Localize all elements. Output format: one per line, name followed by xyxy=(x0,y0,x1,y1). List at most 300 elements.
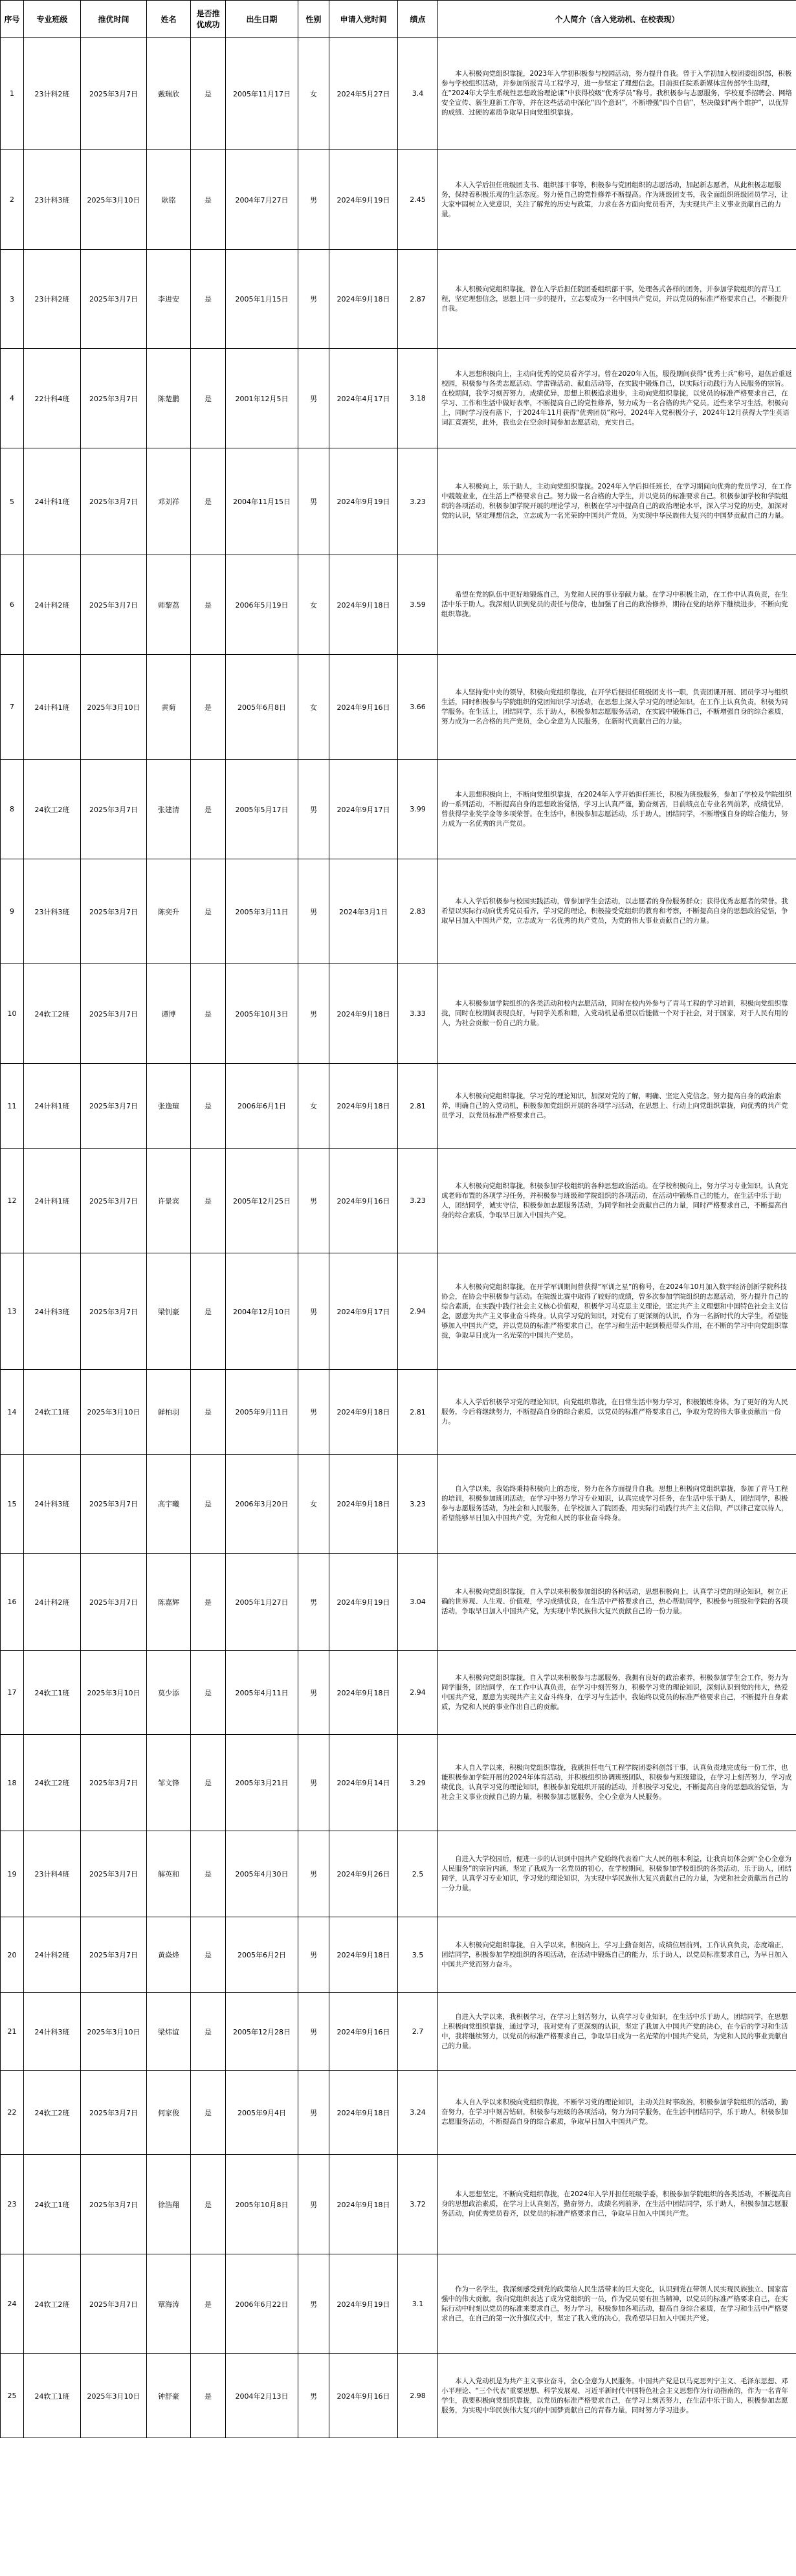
gpa-cell: 3.72 xyxy=(398,2155,438,2254)
intro-cell xyxy=(438,964,796,1064)
success-cell: 是 xyxy=(191,1735,226,1831)
table-row xyxy=(1,1993,796,2071)
class-cell: 24软工1班 xyxy=(24,1651,81,1735)
apply-date-cell: 2024年9月19日 xyxy=(329,2254,398,2354)
apply-date-cell: 2024年9月14日 xyxy=(329,1735,398,1831)
success-cell: 是 xyxy=(191,1993,226,2071)
table-row xyxy=(1,1651,796,1735)
birth-date-cell: 2005年10月3日 xyxy=(226,964,298,1064)
name-cell: 陈嘉辉 xyxy=(147,1554,191,1651)
sex-cell: 男 xyxy=(298,760,329,859)
name-cell: 邹文锋 xyxy=(147,1735,191,1831)
success-cell: 是 xyxy=(191,1370,226,1455)
name-cell: 陈奕升 xyxy=(147,859,191,964)
intro-cell xyxy=(438,1455,796,1554)
header-time: 推优时间 xyxy=(81,1,147,38)
intro-cell xyxy=(438,1993,796,2071)
name-cell: 鲜柏羽 xyxy=(147,1370,191,1455)
row-number: 20 xyxy=(1,1917,24,1993)
apply-date-cell: 2024年3月1日 xyxy=(329,859,398,964)
gpa-cell: 2.87 xyxy=(398,250,438,349)
class-cell: 24软工2班 xyxy=(24,2071,81,2155)
apply-date-cell: 2024年9月18日 xyxy=(329,1651,398,1735)
intro-cell xyxy=(438,1149,796,1253)
recommend-time-cell: 2025年3月7日 xyxy=(81,760,147,859)
header-gpa: 绩点 xyxy=(398,1,438,38)
recommend-time-cell: 2025年3月7日 xyxy=(81,349,147,448)
recommend-time-cell: 2025年3月7日 xyxy=(81,1253,147,1370)
intro-cell xyxy=(438,349,796,448)
recommend-time-cell: 2025年3月10日 xyxy=(81,2354,147,2438)
success-cell: 是 xyxy=(191,1917,226,1993)
sex-cell: 男 xyxy=(298,2155,329,2254)
success-cell: 是 xyxy=(191,2254,226,2354)
name-cell: 李进安 xyxy=(147,250,191,349)
table-row xyxy=(1,250,796,349)
class-cell: 24计科1班 xyxy=(24,1064,81,1149)
name-cell: 梁炜谊 xyxy=(147,1993,191,2071)
success-cell: 是 xyxy=(191,555,226,655)
gpa-cell: 3.04 xyxy=(398,1554,438,1651)
intro-text: 自入学以来，我始终秉持积极向上的态度，努力在各方面提升自我。思想上积极向党组织靠拢，参加了青马工程的培训，积极参加班团活动，在学习中努力学习专业知识，认真完成学习任务，在生活中乐于助人，团结同学，积极参与志愿服务活动，为社会和人民服务，在学校加入了院团委，用实际行动践行共产主义信仰，严以律己宽以待人，希望能够早日加入中国共产党，为党和人民的事业奋斗终身。 xyxy=(441,1485,788,1522)
row-number: 11 xyxy=(1,1064,24,1149)
apply-date-cell: 2024年4月17日 xyxy=(329,349,398,448)
table-row xyxy=(1,1149,796,1253)
recommend-time-cell: 2025年3月10日 xyxy=(81,655,147,760)
intro-cell xyxy=(438,859,796,964)
gpa-cell: 2.5 xyxy=(398,1831,438,1917)
intro-text: 本人入学后担任班级团支书、组织部干事等，积极参与党团组织的志愿活动，加起新志愿者，从此积极志愿服务，保持着积极乐观的生活态度。努力使自己的党性修养不断提高。作为班级团支书，我全面组织班级团员学习，让大家牢固树立入党意识，关注了解党的历史与政策，力求在各方面向党员看齐，为实现共产主义事业贡献自己的力量。 xyxy=(441,181,788,218)
row-number: 25 xyxy=(1,2354,24,2438)
intro-text: 本人积极向党组织靠拢，曾在入学后担任院团委组织部干事，处理各式各样的团务，并参加学院组织的青马工程，坚定理想信念，思想上同一步的提升，立志要成为一名中国共产党员，并以党员的标准严格要求自己，不断提升自我。 xyxy=(441,285,788,313)
class-cell: 22计科4班 xyxy=(24,349,81,448)
sex-cell: 男 xyxy=(298,964,329,1064)
recommend-time-cell: 2025年3月10日 xyxy=(81,1651,147,1735)
row-number: 1 xyxy=(1,38,24,150)
row-number: 14 xyxy=(1,1370,24,1455)
name-cell: 解英和 xyxy=(147,1831,191,1917)
recommend-time-cell: 2025年3月10日 xyxy=(81,150,147,250)
table-row xyxy=(1,1370,796,1455)
birth-date-cell: 2005年5月17日 xyxy=(226,760,298,859)
success-cell: 是 xyxy=(191,1651,226,1735)
gpa-cell: 3.23 xyxy=(398,448,438,555)
gpa-cell: 2.83 xyxy=(398,859,438,964)
intro-cell xyxy=(438,2155,796,2254)
class-cell: 24软工1班 xyxy=(24,2354,81,2438)
recommend-time-cell: 2025年3月7日 xyxy=(81,1064,147,1149)
apply-date-cell: 2024年9月19日 xyxy=(329,448,398,555)
row-number: 16 xyxy=(1,1554,24,1651)
row-number: 4 xyxy=(1,349,24,448)
table-row xyxy=(1,150,796,250)
intro-text: 作为一名学生，我深刻感受到党的政策给人民生活带来的巨大变化，认识到党在带领人民实现民族独立、国家富强中的伟大贡献。我向党组织表达了成为党组织的一员，作为党员要有担当精神，以党员的标准严格要求自己，在实际行动中时刻以党员的标准来要求自己，努力学习，积极参加各项活动，提高自身综合素质，在学习和生活中严格要求自己，在自己的第一次升旗仪式中，坚定了我入党的决心，我希望早日加入中国共产党。 xyxy=(441,2285,788,2322)
recommend-time-cell: 2025年3月7日 xyxy=(81,1735,147,1831)
apply-date-cell: 2024年9月16日 xyxy=(329,1149,398,1253)
table-row xyxy=(1,2071,796,2155)
apply-date-cell: 2024年9月17日 xyxy=(329,760,398,859)
birth-date-cell: 2006年3月20日 xyxy=(226,1455,298,1554)
intro-text: 本人入学后积极学习党的理论知识，向党组织靠拢，在日常生活中努力学习，积极锻炼身体，为了更好的为人民服务，今后将继续努力，不断提高自身的综合素质，以党员的标准严格要求自己，争取为党的伟大事业贡献出一份力。 xyxy=(441,1398,788,1426)
intro-cell xyxy=(438,150,796,250)
birth-date-cell: 2005年11月17日 xyxy=(226,38,298,150)
birth-date-cell: 2001年12月5日 xyxy=(226,349,298,448)
table-row xyxy=(1,1735,796,1831)
birth-date-cell: 2005年6月8日 xyxy=(226,655,298,760)
intro-text: 本人积极向上，乐于助人，主动向党组织靠拢。2024年入学后担任班长，在学习期间向优秀的党员学习，在工作中兢兢业业，在生活上严格要求自己。努力做一名合格的大学生，并以党员的标准要求自己。积极参加学校和学院组织的各项活动，积极参加学院开展的理论学习，积极在学习中提高自己的政治理论水平，深入学习党的历史，加深对党的认识，坚定理想信念，立志成为一名光荣的中国共产党员，为实现中华民族伟大复兴的中国梦贡献自己的力量。 xyxy=(441,483,792,520)
success-cell: 是 xyxy=(191,1253,226,1370)
gpa-cell: 2.7 xyxy=(398,1993,438,2071)
sex-cell: 男 xyxy=(298,1735,329,1831)
table-body xyxy=(1,38,796,2438)
intro-text: 本人自入学以来，积极向党组织靠拢，我就担任电气工程学院团委科创部干事，认真负责地完成每一份工作，也能积极参加学院开展的2024年体育活动，并积极组织协调班级团队，积极参与班级建设，在学习上刻苦努力，学习成绩优良，认真学习党的理论知识，积极参加党组织开展的活动，并积极学习党史，不断提高自身的思想政治觉悟，为社会主义事业贡献自己的力量，积极参加志愿服务，全心全意为人民服务。 xyxy=(441,1764,792,1801)
name-cell: 戴瑞欣 xyxy=(147,38,191,150)
apply-date-cell: 2024年9月19日 xyxy=(329,1554,398,1651)
gpa-cell: 3.23 xyxy=(398,1149,438,1253)
birth-date-cell: 2005年3月21日 xyxy=(226,1735,298,1831)
row-number: 17 xyxy=(1,1651,24,1735)
name-cell: 邓刘祥 xyxy=(147,448,191,555)
name-cell: 黄焱烽 xyxy=(147,1917,191,1993)
birth-date-cell: 2005年12月28日 xyxy=(226,1993,298,2071)
apply-date-cell: 2024年9月16日 xyxy=(329,2354,398,2438)
apply-date-cell: 2024年9月26日 xyxy=(329,1831,398,1917)
gpa-cell: 2.45 xyxy=(398,150,438,250)
apply-date-cell: 2024年5月27日 xyxy=(329,38,398,150)
class-cell: 24计科3班 xyxy=(24,1993,81,2071)
success-cell: 是 xyxy=(191,1455,226,1554)
table-row xyxy=(1,2354,796,2438)
apply-date-cell: 2024年9月16日 xyxy=(329,1993,398,2071)
row-number: 7 xyxy=(1,655,24,760)
intro-cell xyxy=(438,1831,796,1917)
success-cell: 是 xyxy=(191,964,226,1064)
recommend-time-cell: 2025年3月7日 xyxy=(81,859,147,964)
birth-date-cell: 2004年7月27日 xyxy=(226,150,298,250)
success-cell: 是 xyxy=(191,448,226,555)
row-number: 2 xyxy=(1,150,24,250)
intro-text: 本人积极向党组织靠拢，2023年入学初积极参与校园活动，努力提升自我。曾于入学初加入校团委组织部，积极参与学校组织活动，并参加所报青马工程学习，进一步坚定了理想信念。目前担任院系新媒体宣传部学生助理，在“2024年大学生系统性思想政治理论课”中获得校级“优秀学员”称号。我积极参与志愿服务，学校夏季招聘会、网络安全宣传、新生迎新工作等，并在这些活动中深化“四个意识”，不断增强“四个自信”，坚决做到“两个维护”，以优异的成绩、过硬的素质争取早日向党组织靠拢。 xyxy=(441,70,792,116)
intro-text: 本人积极向党组织靠拢，积极参加学校组织的各种思想政治活动。在学校积极向上，努力学习专业知识，认真完成老师布置的各项学习任务，并积极参与班级和学院组织的各项活动，在活动中锻炼自己的能力，在生活中乐于助人，团结同学，诚实守信，积极参加志愿服务活动，为同学和社会贡献自己的力量，同时严格要求自己，不断提高自身的综合素质，争取早日加入中国共产党。 xyxy=(441,1182,788,1219)
recommend-time-cell: 2025年3月10日 xyxy=(81,1370,147,1455)
success-cell: 是 xyxy=(191,38,226,150)
name-cell: 陈楚鹏 xyxy=(147,349,191,448)
birth-date-cell: 2004年2月13日 xyxy=(226,2354,298,2438)
name-cell: 许景宾 xyxy=(147,1149,191,1253)
sex-cell: 男 xyxy=(298,349,329,448)
apply-date-cell: 2024年9月16日 xyxy=(329,655,398,760)
sex-cell: 男 xyxy=(298,1554,329,1651)
header-intro: 个人简介（含入党动机、在校表现） xyxy=(438,1,796,38)
row-number: 23 xyxy=(1,2155,24,2254)
sex-cell: 男 xyxy=(298,250,329,349)
intro-cell xyxy=(438,1253,796,1370)
birth-date-cell: 2005年9月11日 xyxy=(226,1370,298,1455)
name-cell: 张建清 xyxy=(147,760,191,859)
class-cell: 24计科1班 xyxy=(24,448,81,555)
table-row xyxy=(1,1253,796,1370)
success-cell: 是 xyxy=(191,250,226,349)
intro-text: 本人自入学以来积极向党组织靠拢，不断学习党的理论知识，主动关注时事政治，积极参加学院组织的活动，勤奋努力，在学习中刻苦钻研，积极参与班级的各项活动，努力为同学服务，在生活中团结同学，乐于助人，积极参加志愿服务活动，不断提高自身的综合素质，争取早日加入中国共产党。 xyxy=(441,2098,788,2126)
intro-cell xyxy=(438,1651,796,1735)
table-row xyxy=(1,1917,796,1993)
name-cell: 何家俊 xyxy=(147,2071,191,2155)
success-cell: 是 xyxy=(191,349,226,448)
recommend-time-cell: 2025年3月7日 xyxy=(81,38,147,150)
birth-date-cell: 2004年12月10日 xyxy=(226,1253,298,1370)
gpa-cell: 3.5 xyxy=(398,1917,438,1993)
intro-text: 自进入大学以来，我积极学习，在学习上刻苦努力，认真学习专业知识，在生活中乐于助人，团结同学，在思想上积极向党组织靠拢，通过学习，我对党有了更深刻的认识，坚定了我加入中国共产党的决心，在今后的学习和生活中，我将继续努力，以党员的标准严格要求自己，争取早日成为一名光荣的中国共产党员，为党和人民的事业贡献自己的力量。 xyxy=(441,2012,788,2050)
intro-cell xyxy=(438,1554,796,1651)
class-cell: 23计科4班 xyxy=(24,1831,81,1917)
gpa-cell: 3.33 xyxy=(398,964,438,1064)
birth-date-cell: 2005年10月8日 xyxy=(226,2155,298,2254)
intro-text: 本人积极向党组织靠拢，自入学以来积极参与志愿服务，我拥有良好的政治素养，积极参加学生会工作，努力为同学服务，团结同学，在工作中认真负责，在学习中刻苦努力，积极学习党的理论知识，深刻认识到党的伟大，热爱中国共产党，愿意为实现共产主义奋斗终身，在学习与生活中，我始终以党员的标准严格要求自己，不断提升自身素质，为党和人民的事业作出自己的贡献。 xyxy=(441,1673,788,1711)
class-cell: 24软工2班 xyxy=(24,1735,81,1831)
recommend-time-cell: 2025年3月7日 xyxy=(81,250,147,349)
class-cell: 24计科2班 xyxy=(24,1554,81,1651)
header-birth: 出生日期 xyxy=(226,1,298,38)
intro-text: 本人思想坚定，不断向党组织靠拢，在2024年入学并担任班级学委，积极参加学院组织的各类活动，不断提高自身的思想政治素质，在学习上认真刻苦，勤奋努力，成绩名列前茅，在生活中团结同学，乐于助人，积极参加志愿服务活动，向优秀党员看齐，以党员的标准严格要求自己，争取早日加入中国共产党。 xyxy=(441,2190,792,2218)
success-cell: 是 xyxy=(191,1554,226,1651)
table-row xyxy=(1,655,796,760)
sex-cell: 女 xyxy=(298,38,329,150)
class-cell: 24软工2班 xyxy=(24,2254,81,2354)
table-row xyxy=(1,964,796,1064)
header-apply: 申请入党时间 xyxy=(329,1,398,38)
intro-text: 本人积极向党组织靠拢，学习党的理论知识，加深对党的了解，明确、坚定入党信念。努力提高自身的政治素养，明确自己的入党动机，积极参加党组织开展的各项学习活动，在思想上、行动上向党组织靠拢，向优秀的共产党员学习，以党员标准严格要求自己。 xyxy=(441,1092,788,1119)
recommend-time-cell: 2025年3月7日 xyxy=(81,1554,147,1651)
name-cell: 高宇曦 xyxy=(147,1455,191,1554)
row-number: 3 xyxy=(1,250,24,349)
class-cell: 24软工1班 xyxy=(24,2155,81,2254)
intro-text: 本人入党动机是为共产主义事业奋斗，全心全意为人民服务。中国共产党是以马克思列宁主义、毛泽东思想、邓小平理论、“三个代表”重要思想、科学发展观、习近平新时代中国特色社会主义思想作为行动指南的，作为一名青年学生，我要积极向党组织靠拢，以党员的标准严格要求自己，在学习上刻苦努力，在生活中乐于助人，积极参加志愿服务，为实现中华民族伟大复兴的中国梦贡献自己的青春力量，同时努力学习进步。 xyxy=(441,2377,788,2414)
name-cell: 耿铭 xyxy=(147,150,191,250)
intro-cell xyxy=(438,38,796,150)
intro-text: 希望在党的队伍中更好地锻炼自己，为党和人民的事业奉献力量。在学习中积极主动，在工作中认真负责，在生活中乐于助人。我深刻认识到党员的责任与使命，也加强了自己的政治修养，期待在党的培养下继续进步，不断向党组织靠拢。 xyxy=(441,591,788,618)
birth-date-cell: 2004年11月15日 xyxy=(226,448,298,555)
sex-cell: 男 xyxy=(298,1149,329,1253)
birth-date-cell: 2005年4月30日 xyxy=(226,1831,298,1917)
row-number: 24 xyxy=(1,2254,24,2354)
intro-cell xyxy=(438,448,796,555)
table-row xyxy=(1,2254,796,2354)
gpa-cell: 3.18 xyxy=(398,349,438,448)
gpa-cell: 3.99 xyxy=(398,760,438,859)
table-row xyxy=(1,349,796,448)
success-cell: 是 xyxy=(191,1831,226,1917)
sex-cell: 男 xyxy=(298,1651,329,1735)
success-cell: 是 xyxy=(191,2354,226,2438)
row-number: 21 xyxy=(1,1993,24,2071)
gpa-cell: 2.94 xyxy=(398,1253,438,1370)
intro-cell xyxy=(438,1735,796,1831)
recommend-time-cell: 2025年3月7日 xyxy=(81,555,147,655)
table-row xyxy=(1,555,796,655)
success-cell: 是 xyxy=(191,2155,226,2254)
birth-date-cell: 2005年1月27日 xyxy=(226,1554,298,1651)
success-cell: 是 xyxy=(191,760,226,859)
class-cell: 24计科3班 xyxy=(24,1253,81,1370)
success-cell: 是 xyxy=(191,1149,226,1253)
intro-text: 本人积极向党组织靠拢，自入学以来，积极向上，学习上勤奋刻苦，成绩位居前列，工作认真负责，态度端正，团结同学，积极参加学校组织的各项活动，在活动中锻炼自己的能力，乐于助人，以党员标准要求自己，为早日加入中国共产党而努力奋斗。 xyxy=(441,1941,788,1968)
birth-date-cell: 2006年6月1日 xyxy=(226,1064,298,1149)
sex-cell: 女 xyxy=(298,1064,329,1149)
class-cell: 24软工2班 xyxy=(24,760,81,859)
class-cell: 23计科2班 xyxy=(24,38,81,150)
row-number: 22 xyxy=(1,2071,24,2155)
sex-cell: 男 xyxy=(298,2071,329,2155)
gpa-cell: 3.59 xyxy=(398,555,438,655)
class-cell: 24软工1班 xyxy=(24,1370,81,1455)
name-cell: 梁钊豪 xyxy=(147,1253,191,1370)
intro-text: 本人坚持党中央的领导，积极向党组织靠拢，在开学后便担任班级团支书一职，负责团课开展、团员学习与组织生活，同时积极参与学院组织的党团知识学习活动，在思想上深入学习党的理论知识，在工作上认真负责，积极为同学服务。在生活上，团结同学，乐于助人，积极参加志愿服务活动，在实践中锻炼自己，不断增强自身的综合素质，努力成为一名合格的共产党员，全心全意为人民服务，在新时代贡献自己的力量。 xyxy=(441,688,788,725)
intro-cell xyxy=(438,2071,796,2155)
name-cell: 钟舒豪 xyxy=(147,2354,191,2438)
name-cell: 张逸瑄 xyxy=(147,1064,191,1149)
sex-cell: 女 xyxy=(298,655,329,760)
apply-date-cell: 2024年9月18日 xyxy=(329,555,398,655)
recommend-time-cell: 2025年3月7日 xyxy=(81,1917,147,1993)
sex-cell: 男 xyxy=(298,859,329,964)
name-cell: 谭博 xyxy=(147,964,191,1064)
table-row xyxy=(1,2155,796,2254)
gpa-cell: 3.66 xyxy=(398,655,438,760)
success-cell: 是 xyxy=(191,859,226,964)
row-number: 18 xyxy=(1,1735,24,1831)
intro-text: 本人积极向党组织靠拢，在开学军训期间曾获得“军训之星”的称号，在2024年10月加入数字经济创新学院科技协会，在协会中积极参与活动。在院级比赛中取得了较好的成绩，曾多次参加学院组织的志愿活动，努力提升自己的综合素质，在实践中践行社会主义核心价值观，积极学习马克思主义理论，坚定共产主义理想和中国特色社会主义信念，愿意为共产主义事业奋斗终身。认真学习党的知识，对党有了更深刻的认识，作为一名新时代的大学生，希望能够加入中国共产党，并以党员的标准严格要求自己，在学习和生活中起到模范带头作用，在不断的学习中向党组织靠拢，争取早日成为一名光荣的中国共产党员。 xyxy=(441,1282,788,1339)
name-cell: 黄菊 xyxy=(147,655,191,760)
recommend-time-cell: 2025年3月7日 xyxy=(81,448,147,555)
apply-date-cell: 2024年9月18日 xyxy=(329,964,398,1064)
class-cell: 24计科1班 xyxy=(24,655,81,760)
table-row xyxy=(1,760,796,859)
intro-text: 本人积极向党组织靠拢，自入学以来积极参加组织的各种活动，思想积极向上，认真学习党的理论知识，树立正确的世界观、人生观、价值观，学习成绩优良，在生活中严格要求自己，热心帮助同学，积极参与班级和学院的各项活动，争取早日加入中国共产党，为实现中华民族伟大复兴贡献自己的一份力量。 xyxy=(441,1588,788,1615)
birth-date-cell: 2006年5月19日 xyxy=(226,555,298,655)
recommend-time-cell: 2025年3月7日 xyxy=(81,2155,147,2254)
row-number: 15 xyxy=(1,1455,24,1554)
intro-cell xyxy=(438,760,796,859)
sex-cell: 男 xyxy=(298,448,329,555)
success-cell: 是 xyxy=(191,655,226,760)
header-no: 序号 xyxy=(1,1,24,38)
intro-cell xyxy=(438,655,796,760)
intro-text: 本人积极参加学院组织的各类活动和校内志愿活动，同时在校内外参与了青马工程的学习培训，积极向党组织靠拢，同时在校期间表现良好，与同学关系和睦，入党动机是希望以后能做一个对于社会，对于国家，对于人民有用的人，为社会贡献一份自己的力量。 xyxy=(441,1000,788,1027)
apply-date-cell: 2024年9月18日 xyxy=(329,2155,398,2254)
table-row xyxy=(1,1554,796,1651)
header-sex: 性别 xyxy=(298,1,329,38)
success-cell: 是 xyxy=(191,150,226,250)
row-number: 13 xyxy=(1,1253,24,1370)
class-cell: 24计科2班 xyxy=(24,1917,81,1993)
gpa-cell: 3.4 xyxy=(398,38,438,150)
row-number: 12 xyxy=(1,1149,24,1253)
row-number: 5 xyxy=(1,448,24,555)
birth-date-cell: 2006年6月22日 xyxy=(226,2254,298,2354)
header-success: 是否推优成功 xyxy=(191,1,226,38)
row-number: 8 xyxy=(1,760,24,859)
table-row xyxy=(1,1831,796,1917)
sex-cell: 男 xyxy=(298,1253,329,1370)
apply-date-cell: 2024年9月19日 xyxy=(329,150,398,250)
sex-cell: 男 xyxy=(298,1917,329,1993)
row-number: 10 xyxy=(1,964,24,1064)
name-cell: 莫少添 xyxy=(147,1651,191,1735)
recommend-time-cell: 2025年3月10日 xyxy=(81,1993,147,2071)
apply-date-cell: 2024年9月18日 xyxy=(329,2071,398,2155)
class-cell: 23计科3班 xyxy=(24,859,81,964)
recommend-time-cell: 2025年3月7日 xyxy=(81,1149,147,1253)
birth-date-cell: 2005年4月11日 xyxy=(226,1651,298,1735)
class-cell: 24软工2班 xyxy=(24,964,81,1064)
gpa-cell: 3.29 xyxy=(398,1735,438,1831)
header-row xyxy=(1,1,796,38)
apply-date-cell: 2024年9月17日 xyxy=(329,1253,398,1370)
gpa-cell: 3.23 xyxy=(398,1455,438,1554)
table-row xyxy=(1,448,796,555)
table-row xyxy=(1,859,796,964)
birth-date-cell: 2005年12月25日 xyxy=(226,1149,298,1253)
intro-cell xyxy=(438,1917,796,1993)
sex-cell: 男 xyxy=(298,2254,329,2354)
apply-date-cell: 2024年9月18日 xyxy=(329,1917,398,1993)
table-row xyxy=(1,1455,796,1554)
recommend-time-cell: 2025年3月7日 xyxy=(81,1831,147,1917)
sex-cell: 男 xyxy=(298,1370,329,1455)
success-cell: 是 xyxy=(191,2071,226,2155)
class-cell: 23计科3班 xyxy=(24,150,81,250)
row-number: 19 xyxy=(1,1831,24,1917)
row-number: 6 xyxy=(1,555,24,655)
success-cell: 是 xyxy=(191,1064,226,1149)
birth-date-cell: 2005年9月4日 xyxy=(226,2071,298,2155)
class-cell: 24计科3班 xyxy=(24,1455,81,1554)
recommend-time-cell: 2025年3月7日 xyxy=(81,2254,147,2354)
gpa-cell: 2.81 xyxy=(398,1064,438,1149)
intro-text: 本人思想积极向上，不断向党组织靠拢，在2024年入学开始担任班长，积极为班级服务，参加了学校及学院组织的一系列活动，不断提高自身的思想政治觉悟，学习上认真严谨，勤奋刻苦，目前绩点在专业名列前茅，成绩优异，曾获得学业奖学金等多项荣誉。在生活中，积极参加志愿活动，乐于助人，团结同学，不断增强自身的综合能力，努力成为一名优秀的共产党员。 xyxy=(441,790,792,828)
intro-cell xyxy=(438,2254,796,2354)
sex-cell: 男 xyxy=(298,2354,329,2438)
name-cell: 师黎荔 xyxy=(147,555,191,655)
sex-cell: 男 xyxy=(298,1993,329,2071)
intro-text: 本人入学后积极参与校园实践活动，曾参加学生会活动，以志愿者的身份服务群众；获得优秀志愿者的荣誉。我希望以实际行动向优秀党员看齐，学习党的理论，积极接受党组织的教育和考察，不断提高自身的思想政治觉悟，争取早日加入中国共产党，立志成为一名优秀的共产党员，为党的伟大事业贡献自己的力量。 xyxy=(441,897,788,925)
class-cell: 24计科1班 xyxy=(24,1149,81,1253)
class-cell: 23计科2班 xyxy=(24,250,81,349)
apply-date-cell: 2024年9月18日 xyxy=(329,1455,398,1554)
sex-cell: 男 xyxy=(298,150,329,250)
gpa-cell: 3.1 xyxy=(398,2254,438,2354)
sex-cell: 女 xyxy=(298,555,329,655)
apply-date-cell: 2024年9月18日 xyxy=(329,1370,398,1455)
header-name: 姓名 xyxy=(147,1,191,38)
recommend-time-cell: 2025年3月7日 xyxy=(81,2071,147,2155)
intro-cell xyxy=(438,250,796,349)
row-number: 9 xyxy=(1,859,24,964)
gpa-cell: 3.24 xyxy=(398,2071,438,2155)
birth-date-cell: 2005年1月15日 xyxy=(226,250,298,349)
table-row xyxy=(1,38,796,150)
sex-cell: 男 xyxy=(298,1831,329,1917)
gpa-cell: 2.94 xyxy=(398,1651,438,1735)
recommend-time-cell: 2025年3月7日 xyxy=(81,964,147,1064)
gpa-cell: 2.98 xyxy=(398,2354,438,2438)
gpa-cell: 2.81 xyxy=(398,1370,438,1455)
apply-date-cell: 2024年9月18日 xyxy=(329,250,398,349)
intro-cell xyxy=(438,1064,796,1149)
table-row xyxy=(1,1064,796,1149)
recommend-time-cell: 2025年3月7日 xyxy=(81,1455,147,1554)
intro-text: 本人思想积极向上，主动向优秀的党员看齐学习。曾在2020年入伍，服役期间获得“优秀士兵”称号，退伍后重返校园，积极参与各类志愿活动、学雷锋活动、献血活动等，在实践中锻炼自己，以实际行动践行为人民服务的宗旨。在校期间，我学习刻苦努力，成绩优异，思想上积极追求进步，主动向党组织靠拢，以党员的标准严格要求自己，在学习、工作和生活中做好表率，不断提高自己的党性修养，努力成为一名合格的共产党员。近些来学习生活，积极向上，同时学习没有落下，于2024年11月获得“优秀团员”称号，2024年入党积极分子，2024年12月获得大学生英语词汇竞赛奖，此外，我也会在空余时间参加志愿活动，充实自己。 xyxy=(441,369,792,426)
